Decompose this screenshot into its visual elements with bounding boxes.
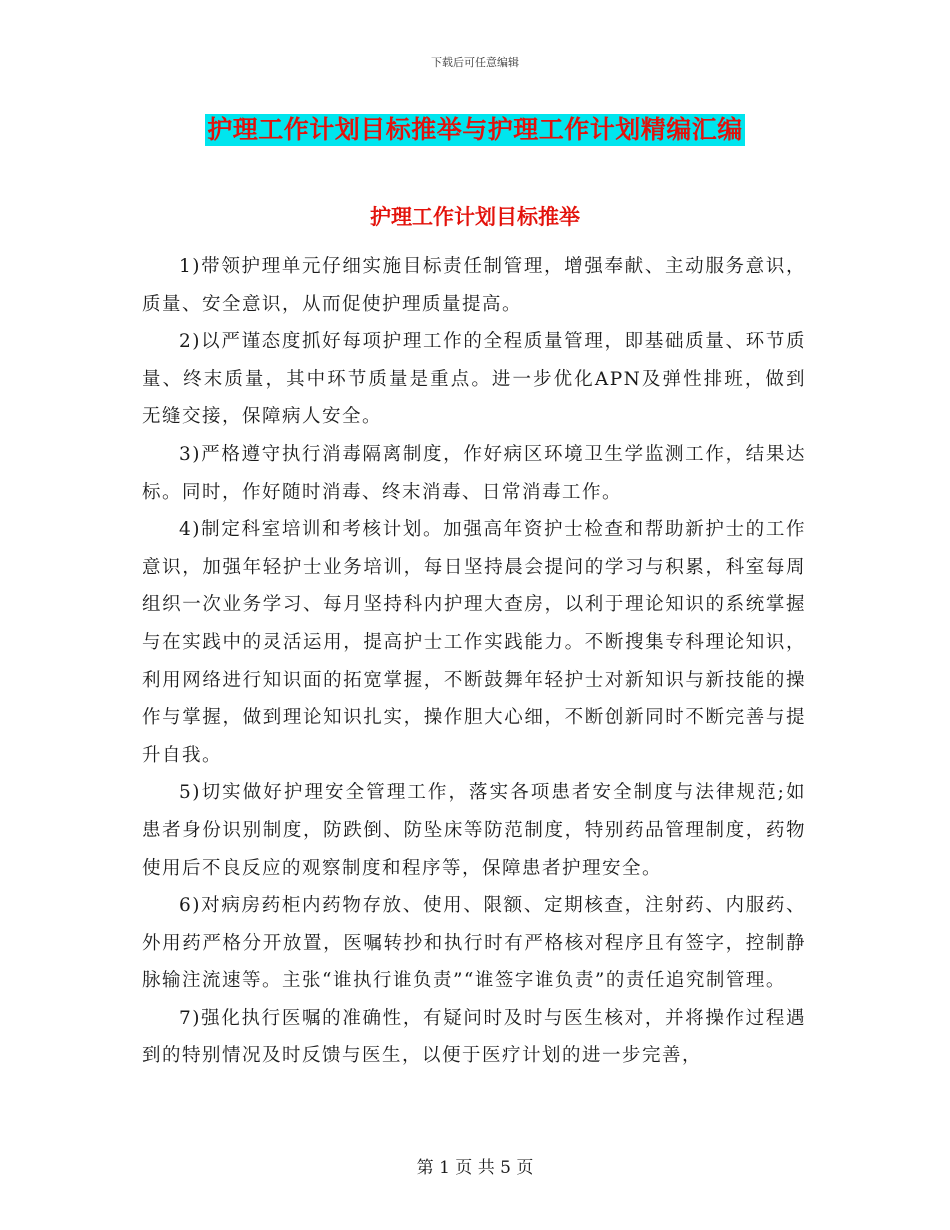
document-body bbox=[142, 248, 806, 1075]
document-title-container bbox=[0, 114, 950, 146]
page-number-footer: 第 1 页 共 5 页 bbox=[416, 1158, 534, 1178]
document-title: 护理工作计划目标推举与护理工作计划精编汇编 bbox=[207, 115, 743, 144]
paragraph-7: 7)强化执行医嘱的准确性，有疑问时及时与医生核对，并将操作过程遇到的特别情况及时反馈与医生，以便于医疗计划的进一步完善， bbox=[142, 1007, 806, 1067]
paragraph-4: 4)制定科室培训和考核计划。加强高年资护士检查和帮助新护士的工作意识，加强年轻护士业务培训，每日坚持晨会提问的学习与积累，科室每周组织一次业务学习、每月坚持科内护理大查房，以利于理论知识的系统掌握与在实践中的灵活运用，提高护士工作实践能力。不断搜集专科理论知识，利用网络进行知识面的拓宽掌握，不断鼓舞年轻护士对新知识与新技能的操作与掌握，做到理论知识扎实，操作胆大心细，不断创新同时不断完善与提升自我。 bbox=[142, 519, 806, 766]
paragraph-3: 3)严格遵守执行消毒隔离制度，作好病区环境卫生学监测工作，结果达标。同时，作好随时消毒、终末消毒、日常消毒工作。 bbox=[142, 443, 806, 503]
page-header-note: 下载后可任意编辑 bbox=[431, 56, 519, 69]
section-title: 护理工作计划目标推举 bbox=[370, 204, 580, 229]
paragraph-5: 5)切实做好护理安全管理工作，落实各项患者安全制度与法律规范;如患者身份识别制度，防跌倒、防坠床等防范制度，特别药品管理制度，药物使用后不良反应的观察制度和程序等，保障患者护理安全。 bbox=[142, 782, 806, 879]
paragraph-2: 2)以严谨态度抓好每项护理工作的全程质量管理，即基础质量、环节质量、终末质量，其中环节质量是重点。进一步优化APN及弹性排班，做到无缝交接，保障病人安全。 bbox=[142, 331, 806, 428]
paragraph-6: 6)对病房药柜内药物存放、使用、限额、定期核查，注射药、内服药、外用药严格分开放置，医嘱转抄和执行时有严格核对程序且有签字，控制静脉输注流速等。主张“谁执行谁负责”“谁签字谁负责”的责任追究制管理。 bbox=[142, 895, 806, 992]
paragraph-1: 1)带领护理单元仔细实施目标责任制管理，增强奉献、主动服务意识，质量、安全意识，从而促使护理质量提高。 bbox=[142, 256, 806, 315]
